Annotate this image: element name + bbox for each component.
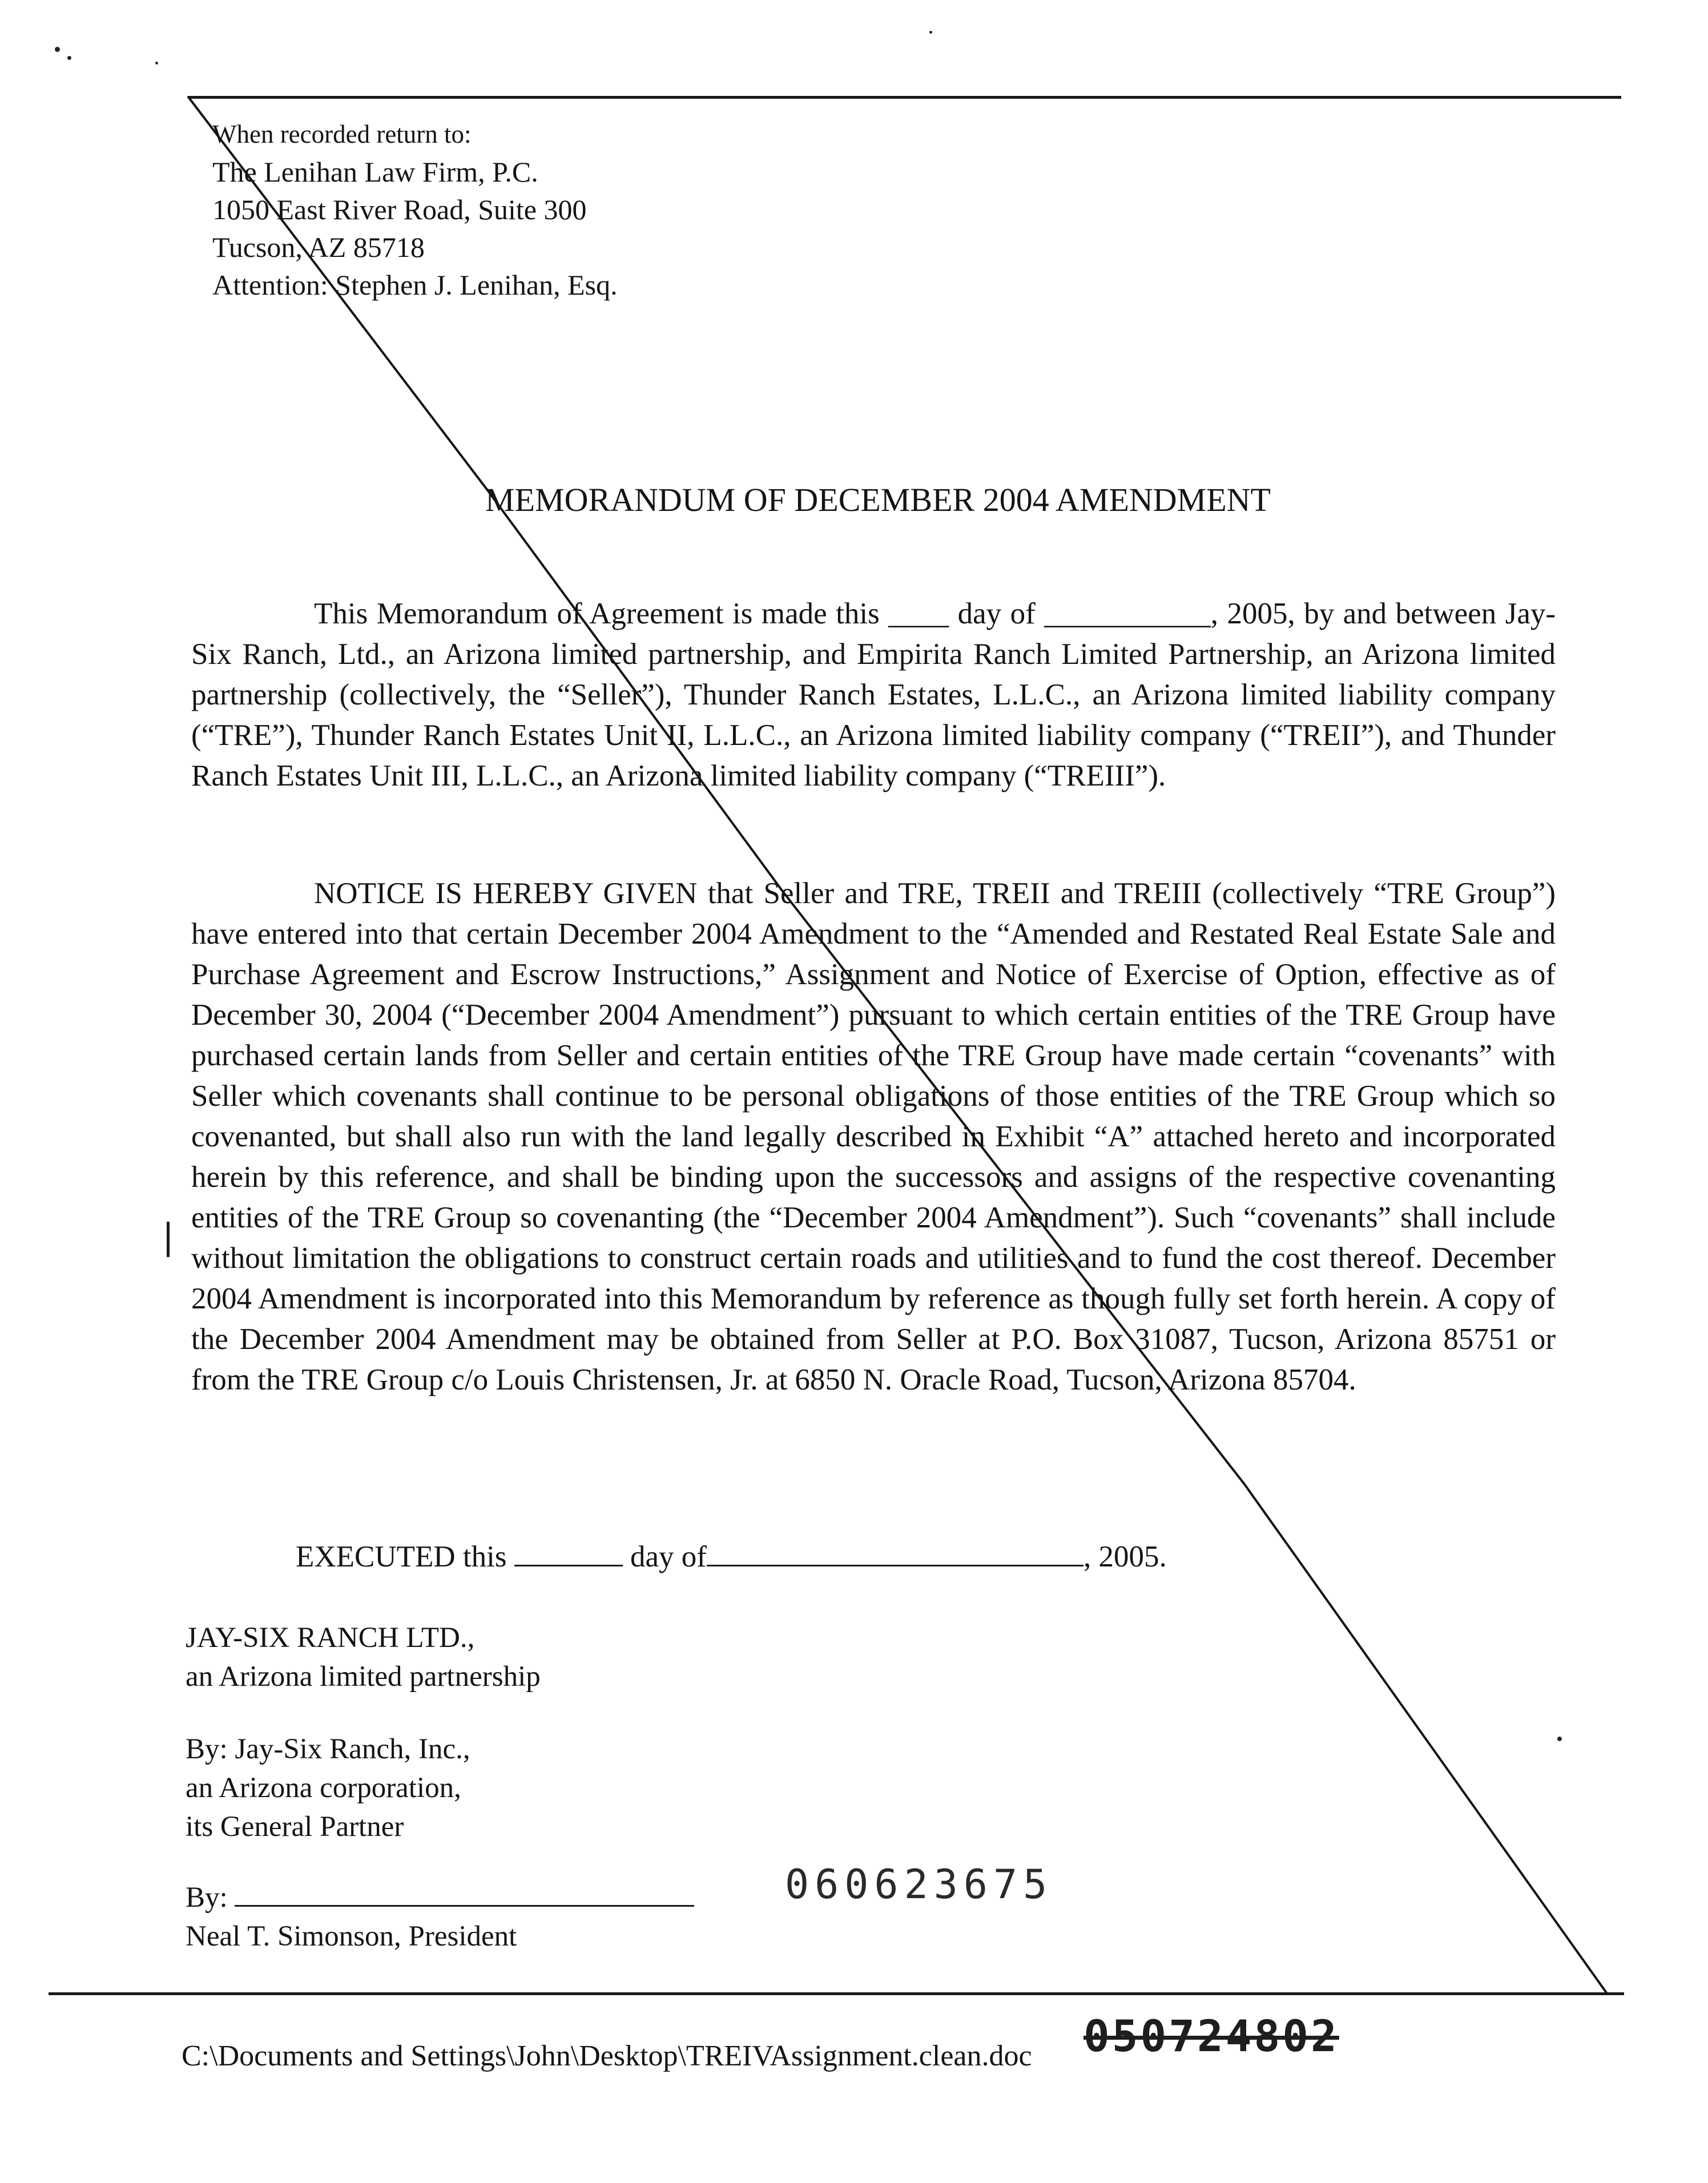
scan-speck <box>1557 1737 1562 1741</box>
margin-change-bar <box>167 1222 170 1257</box>
agreement-parties-paragraph <box>191 594 1556 796</box>
return-heading: When recorded return to: <box>212 120 472 148</box>
general-partner-type: an Arizona corporation, <box>186 1772 461 1804</box>
month-blank <box>707 1538 1083 1566</box>
paragraph-text: This Memorandum of Agreement is made this ____ day of ___________, 2005, by and between Jay-Six Ranch, Ltd., an Arizona limited partnership, and Empirita Ranch Limited Partnership, an Arizona limited partnership (collectively, the “Seller”), Thunder Ranch Estates, L.L.C., an Arizona limited liability company (“TRE”), Thunder Ranch Estates Unit II, L.L.C., an Arizona limited liability company (“TREII”), and Thunder Ranch Estates Unit III, L.L.C., an Arizona limited liability company (“TREIII”). <box>191 597 1556 792</box>
entity-name: JAY-SIX RANCH LTD., <box>186 1622 475 1654</box>
general-partner-name: By: Jay-Six Ranch, Inc., <box>186 1733 470 1765</box>
recording-return-address <box>212 115 618 304</box>
signatory-entity <box>186 1618 541 1696</box>
recording-number-stamp: 060623675 <box>785 1861 1053 1908</box>
day-blank <box>514 1538 623 1566</box>
general-partner-role: its General Partner <box>186 1811 404 1843</box>
execution-line <box>296 1538 1167 1574</box>
executed-suffix: , 2005. <box>1083 1540 1167 1573</box>
bottom-rule <box>49 1992 1624 1995</box>
scan-speck <box>55 47 60 52</box>
scan-speck <box>155 62 158 65</box>
signature-line <box>186 1878 694 1917</box>
document-title: MEMORANDUM OF DECEMBER 2004 AMENDMENT <box>485 481 1271 518</box>
signature-blank <box>235 1879 694 1907</box>
top-rule <box>188 96 1621 99</box>
general-partner-block <box>186 1730 470 1846</box>
scan-speck <box>67 56 71 60</box>
by-label: By: <box>186 1882 228 1914</box>
notice-paragraph <box>191 873 1556 1400</box>
executed-prefix: EXECUTED this <box>296 1540 507 1573</box>
scan-speck <box>929 31 932 34</box>
city-state-zip: Tucson, AZ 85718 <box>212 231 425 263</box>
signer-name: Neal T. Simonson, President <box>186 1920 517 1952</box>
paragraph-text: NOTICE IS HEREBY GIVEN that Seller and TRE, TREII and TREIII (collectively “TRE Group”) have entered into that certain December 2004 Amendment to the “Amended and Restated Real Estate Sale and Purchase Agreement and Escrow Instructions,” Assignment and Notice of Exercise of Option, effective as of December 30, 2004 (“December 2004 Amendment”) pursuant to which certain entities of the TRE Group have purchased certain lands from Seller and certain entities of the TRE Group have made certain “covenants” with Seller which covenants shall continue to be personal obligations of those entities of the TRE Group which so covenanted, but shall also run with the land legally described in Exhibit “A” attached hereto and incorporated herein by this reference, and shall be binding upon the successors and assigns of the respective covenanting entities of the TRE Group so covenanting (the “December 2004 Amendment”). Such “covenants” shall include without limitation the obligations to construct certain roads and utilities and to fund the cost thereof. December 2004 Amendment is incorporated into this Memorandum by reference as though fully set forth herein. A copy of the December 2004 Amendment may be obtained from Seller at P.O. Box 31087, Tucson, Arizona 85751 or from the TRE Group c/o Louis Christensen, Jr. at 6850 N. Oracle Road, Tucson, Arizona 85704. <box>191 877 1556 1396</box>
law-firm-name: The Lenihan Law Firm, P.C. <box>212 156 538 188</box>
signature-line-block <box>186 1878 694 1956</box>
street-address: 1050 East River Road, Suite 300 <box>212 194 587 225</box>
document-file-path: C:\Documents and Settings\John\Desktop\TREIVAssignment.clean.doc <box>182 2040 1032 2072</box>
entity-type: an Arizona limited partnership <box>186 1661 541 1693</box>
attention-line: Attention: Stephen J. Lenihan, Esq. <box>212 269 618 301</box>
executed-middle: day of <box>630 1540 707 1573</box>
struck-recording-number: 050724802 <box>1083 2011 1339 2061</box>
